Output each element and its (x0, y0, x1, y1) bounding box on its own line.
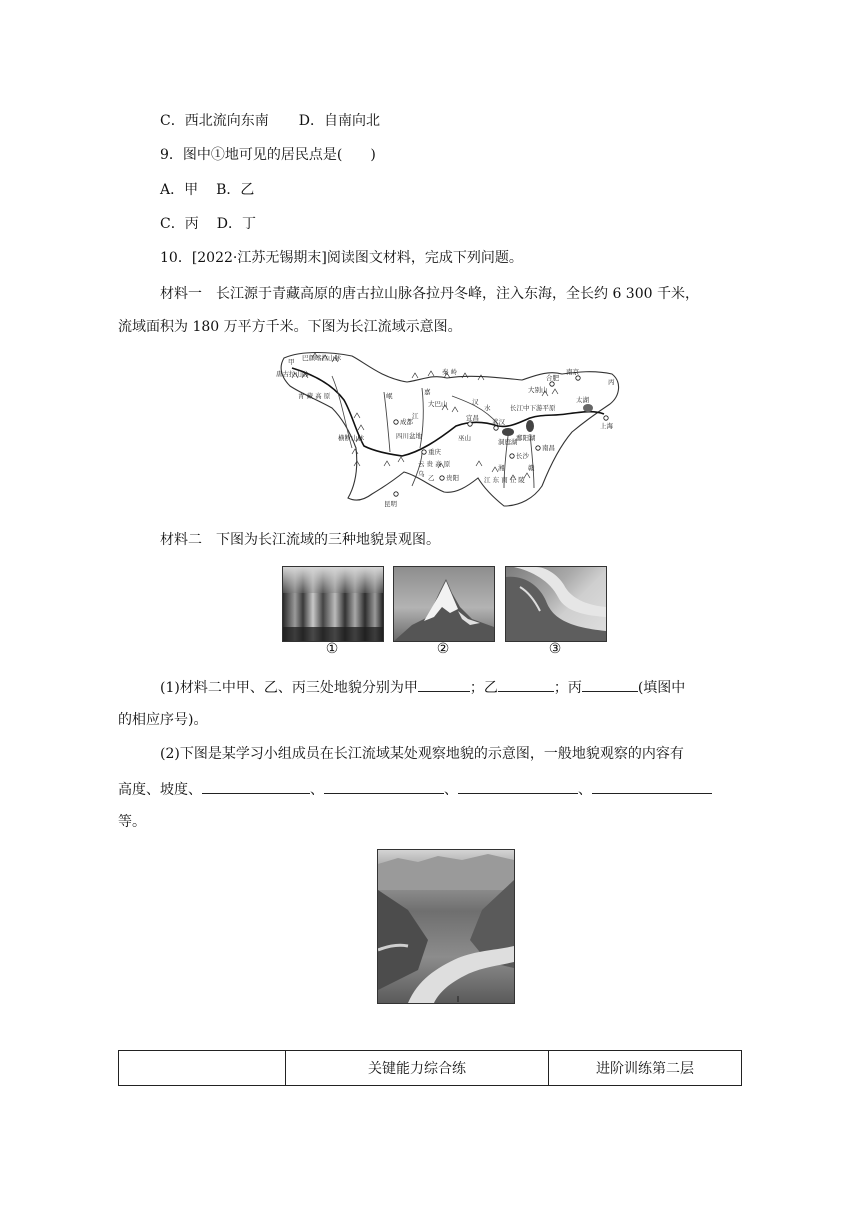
caption-3: ③ (548, 641, 562, 657)
map-label-shui: 水 (484, 404, 491, 412)
photo-snow-mountain (393, 566, 495, 642)
photo-karst-cave (282, 566, 384, 642)
sub2-sep-1: 、 (310, 782, 324, 798)
sub2-text-a: 高度、坡度、 (118, 782, 202, 798)
answer-blank-yi[interactable] (498, 677, 554, 692)
q10-material1-line2: 流域面积为 180 万平方千米。下图为长江流域示意图。 (118, 319, 462, 335)
answer-blank-jia[interactable] (418, 677, 470, 692)
map-label-jiangnan: 江 东 南 丘 陵 (484, 476, 525, 484)
poyang-lake (526, 420, 534, 432)
sub1-text-c: ；丙 (553, 680, 582, 696)
tributary-min (384, 392, 390, 452)
q10-sub1 (160, 677, 685, 697)
answer-blank-obs-2[interactable] (324, 779, 444, 794)
q9-options-ab (160, 181, 254, 199)
q9-options-cd (160, 215, 256, 233)
map-label-chongqing: 重庆 (428, 448, 441, 456)
map-label-chengdu: 成都 (400, 418, 413, 426)
q9-option-b: B．乙 (216, 182, 255, 198)
q9-option-c: C．丙 (160, 216, 199, 232)
map-label-nanchang: 南昌 (542, 444, 555, 452)
map-label-qingzang: 青 藏 高 原 (298, 392, 331, 400)
q9-stem: 9．图中①地可见的居民点是( ) (160, 147, 376, 163)
map-label-kunming: 昆明 (384, 500, 397, 508)
q10-sub2-line1: (2)下图是某学习小组成员在长江流域某处观察地貌的示意图，一般地貌观察的内容有 (160, 746, 684, 762)
sub1-text-a: (1)材料二中甲、乙、丙三处地貌分别为甲 (160, 680, 418, 696)
q10-material1-line1: 材料一 长江源于青藏高原的唐古拉山脉各拉丹冬峰，注入东海，全长约 6 300 千米， (160, 286, 699, 302)
map-label-yungui: 云 贵 高 原 (418, 460, 451, 468)
caption-1: ① (325, 641, 339, 657)
q9-option-a: A．甲 (160, 182, 199, 198)
map-label-changsha: 长沙 (516, 452, 529, 460)
section-footer-table (118, 1050, 742, 1086)
answer-blank-obs-1[interactable] (202, 779, 310, 794)
q8-option-d: D．自南向北 (298, 113, 380, 129)
map-label-sichuan: 四川盆地 (396, 432, 422, 440)
map-label-plain: 长江中下游平原 (510, 404, 556, 412)
map-label-shanghai: 上海 (600, 422, 613, 430)
photo-river-delta (505, 566, 607, 642)
yangtze-basin-map (272, 348, 632, 516)
answer-blank-obs-4[interactable] (592, 779, 712, 794)
footer-cell-empty (119, 1051, 286, 1086)
map-label-bayankala: 巴颜喀拉山脉 (302, 354, 341, 362)
q8-options (160, 112, 380, 130)
answer-blank-obs-3[interactable] (458, 779, 578, 794)
q10-sub2-line2 (118, 779, 712, 799)
q10-sub1-line2: 的相应序号)。 (118, 712, 208, 728)
map-label-dongting: 洞庭湖 (498, 438, 518, 446)
q10-sub2-end: 等。 (118, 814, 146, 830)
taihu-lake (583, 404, 593, 412)
q9-option-d: D．丁 (216, 216, 256, 232)
map-label-dabashan: 大巴山 (428, 400, 448, 408)
dongting-lake (502, 428, 514, 436)
map-label-hengduan: 横断山脉 (338, 434, 364, 442)
map-label-poyang: 鄱阳湖 (516, 434, 536, 442)
footer-cell-level: 进阶训练第二层 (549, 1051, 742, 1086)
sub1-text-d: (填图中 (637, 680, 686, 696)
map-label-jiang: 江 (412, 412, 419, 420)
answer-blank-bing[interactable] (582, 677, 638, 692)
map-label-tanggula: 唐古拉山脉 (276, 370, 309, 378)
map-label-jia: 甲 (288, 358, 295, 366)
map-label-wuhan: 武汉 (492, 418, 505, 426)
map-label-xiang: 湘 (498, 464, 505, 472)
tributary-wu (412, 452, 422, 486)
q10-material2: 材料二 下图为长江流域的三种地貌景观图。 (160, 532, 440, 548)
map-label-taihu: 太湖 (576, 396, 589, 404)
q10-stem: 10．[2022·江苏无锡期末]阅读图文材料，完成下列问题。 (160, 250, 523, 266)
map-label-dabie: 大别山 (528, 386, 548, 394)
map-label-hefei: 合肥 (546, 374, 559, 382)
photo-canyon-observation (377, 849, 515, 1004)
caption-2: ② (436, 641, 450, 657)
map-label-nanjing: 南京 (566, 368, 579, 376)
map-label-wushan: 巫山 (458, 434, 471, 442)
tributary-gan (530, 434, 534, 488)
map-label-guiyang: 贵阳 (446, 474, 459, 482)
q8-option-c: C．西北流向东南 (160, 113, 269, 129)
sub2-sep-2: 、 (444, 782, 458, 798)
map-label-min: 岷 (386, 392, 393, 400)
footer-cell-title: 关键能力综合练 (286, 1051, 549, 1086)
map-label-yi: 乙 (428, 474, 435, 482)
map-label-wu: 乌 (418, 470, 425, 478)
map-label-yichang: 宜昌 (466, 414, 479, 422)
map-label-qinling: 秦 岭 (442, 368, 458, 376)
sub2-sep-3: 、 (578, 782, 592, 798)
map-label-bing: 丙 (608, 378, 615, 386)
map-label-jia-river: 嘉 (424, 388, 431, 396)
map-label-han: 汉 (472, 398, 479, 406)
map-label-gan: 赣 (528, 464, 535, 472)
sub1-text-b: ；乙 (469, 680, 498, 696)
